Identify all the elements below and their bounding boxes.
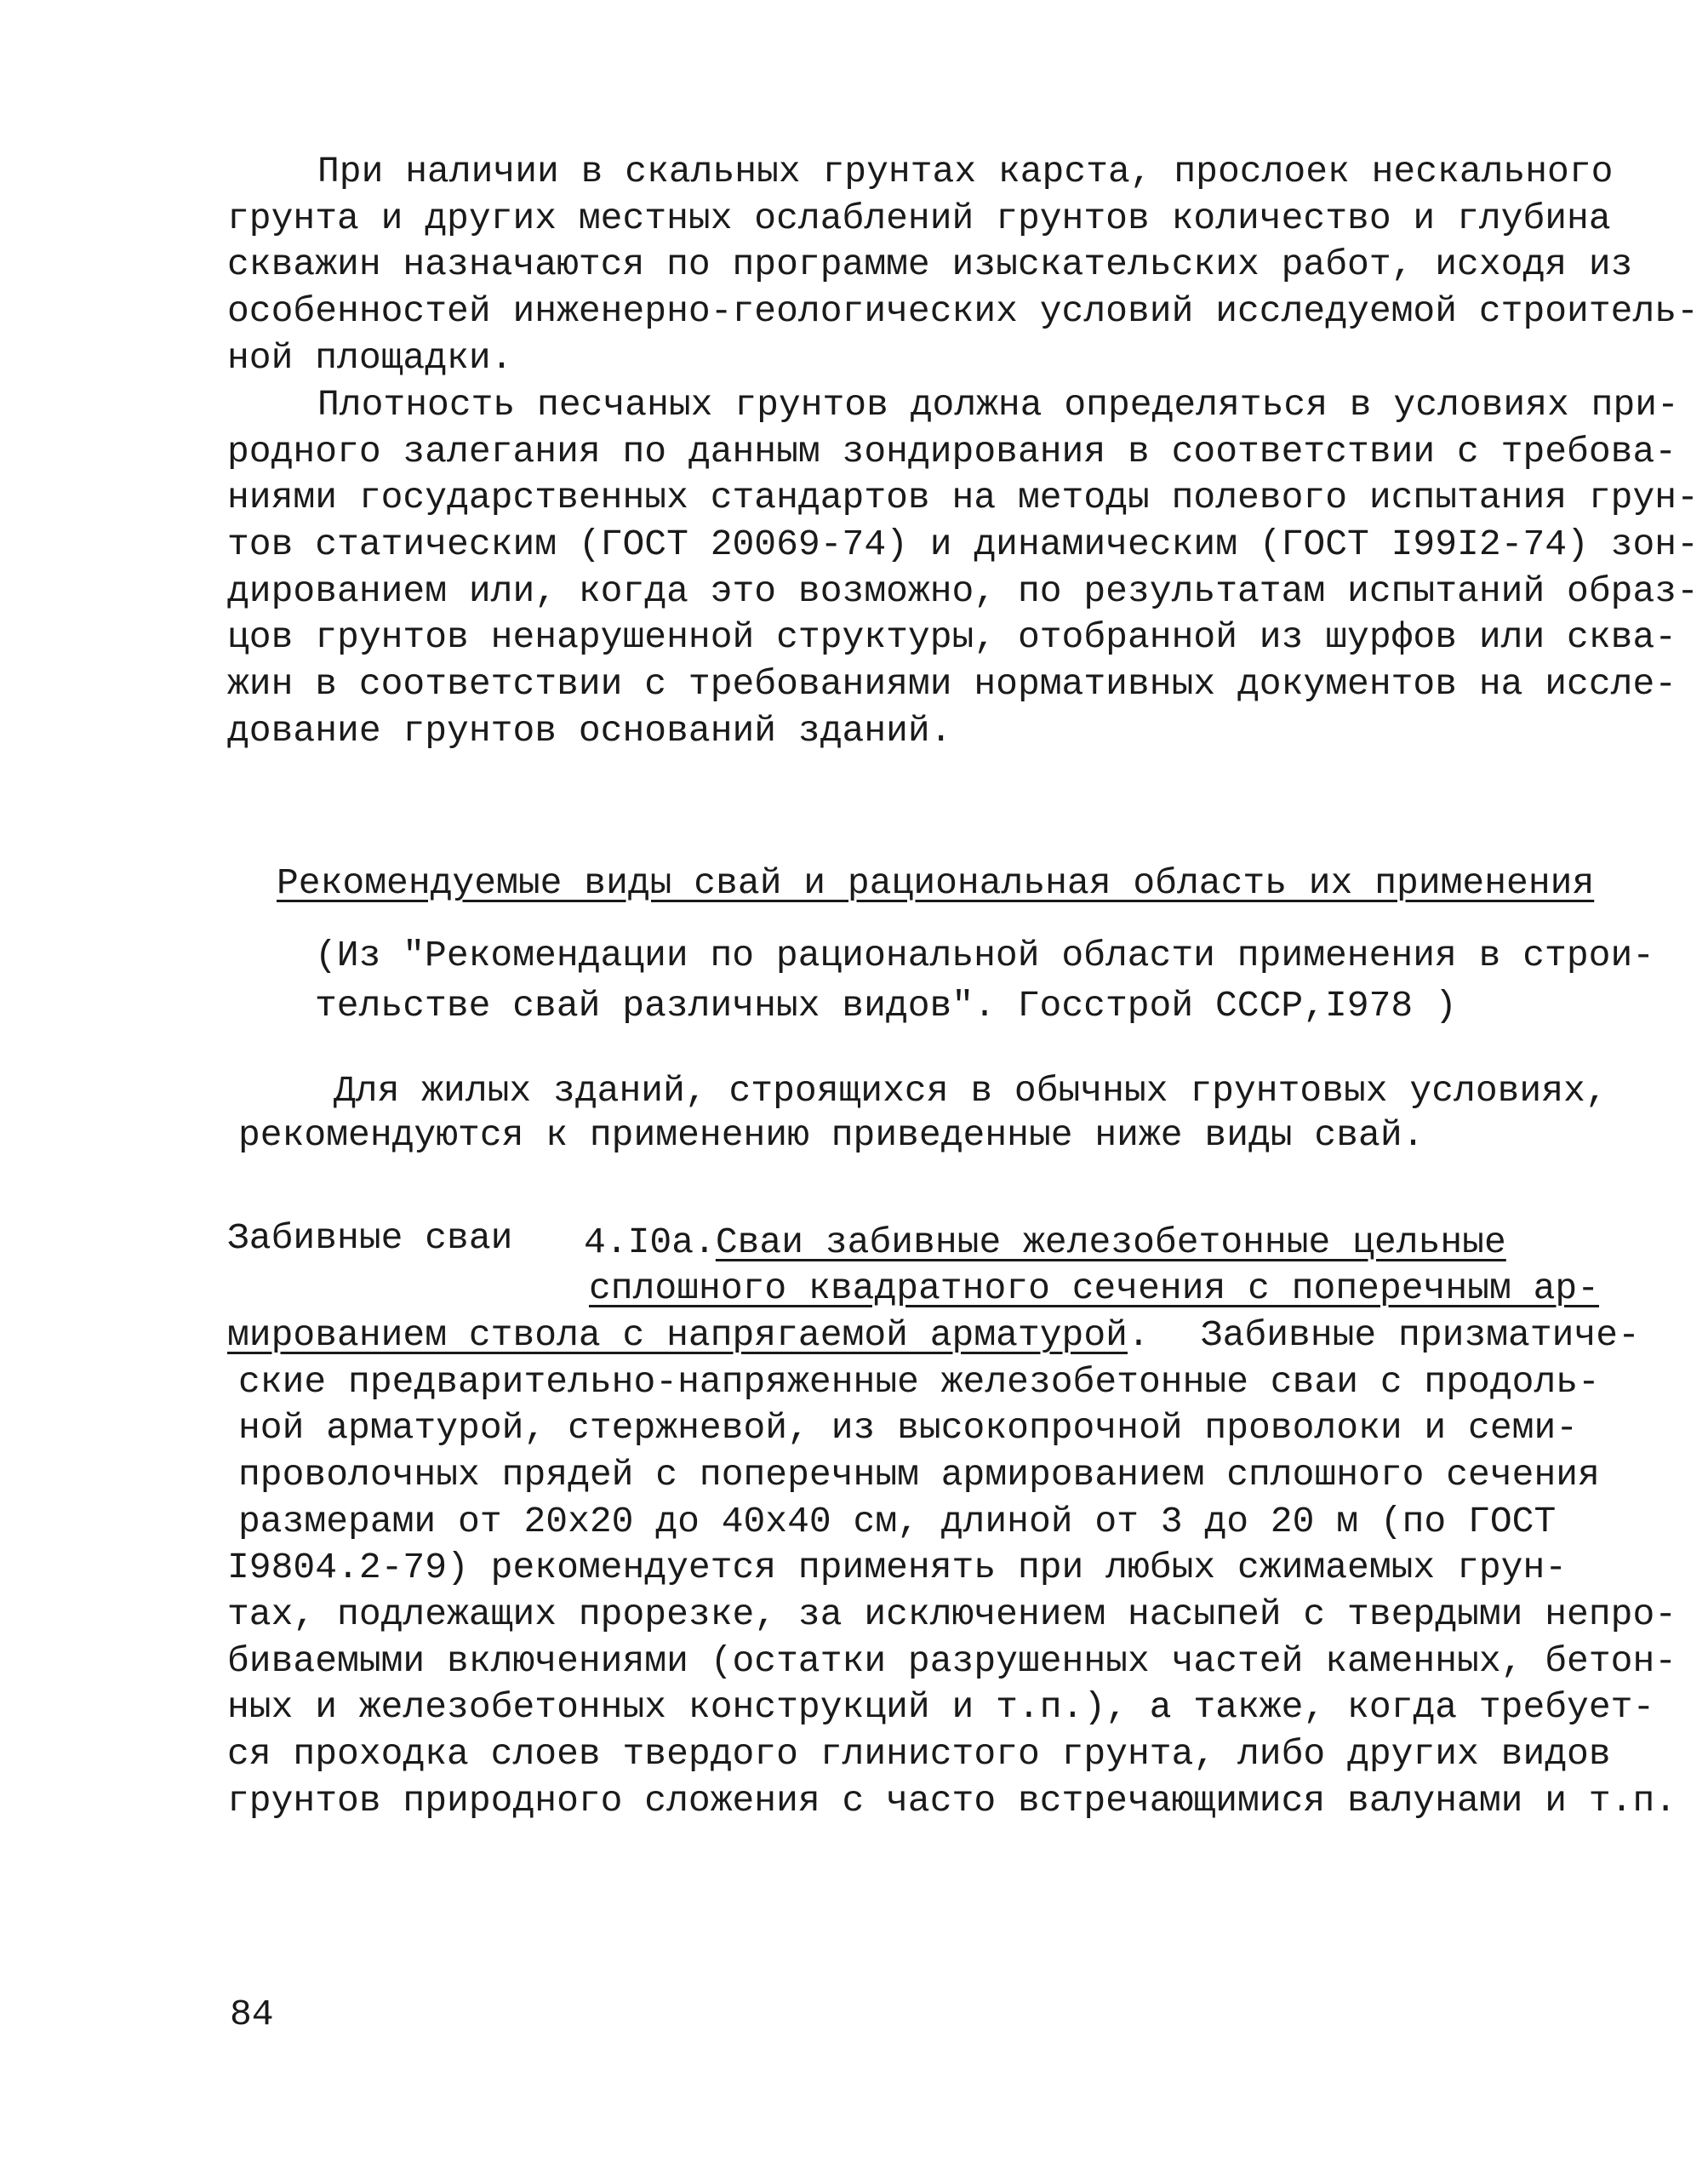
source-note-line-1: (Из "Рекомендации по рациональной области применения в строи- [315, 935, 1655, 976]
paragraph2-line-7: жин в соответствии с требованиями нормативных документов на иссле- [227, 663, 1677, 705]
pile-body-line-3: проволочных прядей с поперечным армированием сплошного сечения [238, 1454, 1600, 1496]
pile-title-line-1: Сваи забивные железобетонные цельные [715, 1221, 1506, 1263]
pile-body-line-5: I9804.2-79) рекомендуется применять при любых сжимаемых грун- [227, 1547, 1568, 1588]
pile-body-line-9: ся проходка слоев твердого глинистого грунта, либо других видов [227, 1733, 1611, 1775]
pile-body-line-1: ские предварительно-напряженные железобетонные сваи с продоль- [238, 1361, 1600, 1403]
paragraph2-line-5: дированием или, когда это возможно, по результатам испытаний образ- [227, 570, 1699, 612]
pile-body-line-8: ных и железобетонных конструкций и т.п.), а также, когда требует- [227, 1686, 1655, 1728]
pile-title-line-3-period: . [1127, 1314, 1150, 1356]
paragraph2-line-2: родного залегания по данным зондирования в соответствии с требова- [227, 431, 1677, 472]
intro-line-1: Для жилых зданий, строящихся в обычных грунтовых условиях, [334, 1070, 1608, 1112]
pile-item-line-3 [227, 1313, 1640, 1358]
pile-title-line-2: сплошного квадратного сечения с поперечным ар- [589, 1267, 1599, 1309]
paragraph1-line-3: скважин назначаются по программе изыскательских работ, исходя из [227, 243, 1633, 285]
pile-item-line-1 [584, 1220, 1506, 1266]
paragraph1-line-2: грунта и других местных ослаблений грунтов количество и глубина [227, 197, 1611, 239]
pile-line-3-tail: Забивные призматиче- [1200, 1314, 1640, 1356]
source-note-line-2: тельстве свай различных видов". Госстрой СССР,I978 ) [315, 985, 1457, 1027]
section-heading: Рекомендуемые виды свай и рациональная область их применения [277, 862, 1595, 904]
pile-body-line-10: грунтов природного сложения с часто встречающимися валунами и т.п. [227, 1780, 1677, 1822]
paragraph2-line-8: дование грунтов оснований зданий. [227, 710, 952, 752]
intro-line-2: рекомендуются к применению приведенные ниже виды свай. [238, 1114, 1425, 1156]
pile-body-line-4: размерами от 20х20 до 40х40 см, длиной от 3 до 20 м (по ГОСТ [238, 1501, 1557, 1542]
pile-title-line-3: мированием ствола с напрягаемой арматурой [227, 1314, 1128, 1356]
pile-body-line-7: биваемыми включениями (остатки разрушенных частей каменных, бетон- [227, 1640, 1677, 1682]
page-number: 84 [230, 1993, 274, 2035]
paragraph2-line-3: ниями государственных стандартов на методы полевого испытания грун- [227, 477, 1699, 518]
paragraph2-line-1: Плотность песчаных грунтов должна определяться в условиях при- [317, 384, 1679, 426]
pile-body-line-2: ной арматурой, стержневой, из высокопрочной проволоки и семи- [238, 1407, 1579, 1449]
paragraph2-line-6: цов грунтов ненарушенной структуры, отобранной из шурфов или сква- [227, 616, 1677, 658]
pile-side-label: Забивные сваи [227, 1217, 513, 1259]
paragraph1-line-4: особенностей инженерно-геологических условий исследуемой строитель- [227, 290, 1699, 332]
pile-item-number: 4.I0a. [584, 1221, 716, 1263]
paragraph2-line-4: тов статическим (ГОСТ 20069-74) и динамическим (ГОСТ I99I2-74) зон- [227, 523, 1699, 565]
paragraph1-line-1: При наличии в скальных грунтах карста, прослоек нескального [317, 151, 1614, 192]
paragraph1-line-5: ной площадки. [227, 337, 513, 379]
pile-body-line-6: тах, подлежащих прорезке, за исключением насыпей с твердыми непро- [227, 1593, 1677, 1635]
